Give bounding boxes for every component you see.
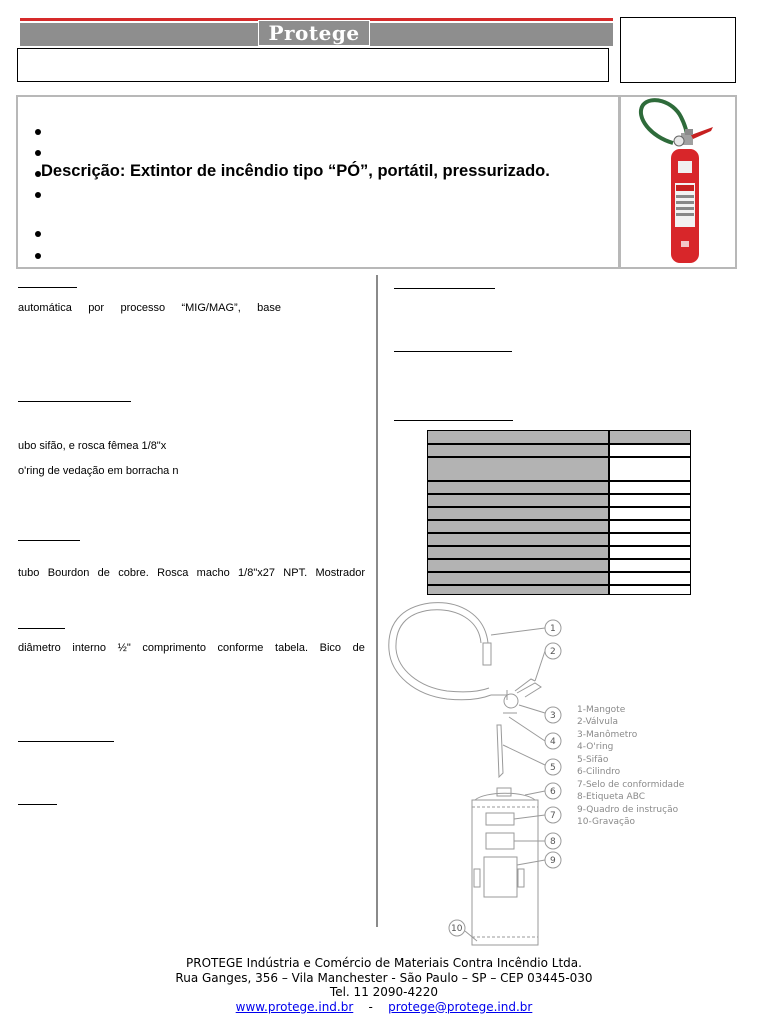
description-box bbox=[16, 95, 620, 269]
body-text-line: tubo Bourdon de cobre. Rosca macho 1/8"x27 NPT. Mostrador bbox=[18, 567, 365, 579]
website-link[interactable]: www.protege.ind.br bbox=[235, 999, 354, 1014]
callout-number: 9 bbox=[550, 856, 556, 866]
callout-number: 10 bbox=[451, 924, 463, 934]
body-text-line: diâmetro interno ½" comprimento conforme tabela. Bico de bbox=[18, 642, 365, 654]
footer-phone: Tel. 11 2090-4220 bbox=[329, 985, 439, 999]
callout-number: 6 bbox=[550, 787, 556, 797]
legend-item: 2-Válvula bbox=[577, 717, 618, 727]
heading-rule bbox=[18, 287, 77, 288]
heading-rule bbox=[18, 741, 114, 742]
legend-item: 5-Sifão bbox=[577, 755, 609, 765]
corner-box bbox=[620, 17, 736, 83]
table-row bbox=[427, 585, 691, 595]
legend-item: 9-Quadro de instrução bbox=[577, 805, 679, 815]
bullet-dot bbox=[35, 253, 41, 259]
bullet-dot bbox=[35, 231, 41, 237]
product-image-box bbox=[620, 95, 737, 269]
table-row bbox=[427, 546, 691, 559]
body-text-line: ubo sifão, e rosca fêmea 1/8"x bbox=[18, 440, 167, 452]
callout-number: 2 bbox=[550, 647, 556, 657]
footer-address: Rua Ganges, 356 – Vila Manchester - São Paulo – SP – CEP 03445-030 bbox=[175, 970, 593, 985]
legend-item: 1-Mangote bbox=[577, 705, 626, 715]
callout-number: 3 bbox=[550, 711, 556, 721]
table-row bbox=[427, 481, 691, 494]
exploded-view-drawing bbox=[385, 595, 705, 950]
legend-item: 4-O'ring bbox=[577, 742, 614, 752]
footer bbox=[0, 956, 768, 1014]
column-divider bbox=[376, 275, 378, 927]
table-row bbox=[427, 572, 691, 585]
table-row bbox=[427, 520, 691, 533]
callout-number: 8 bbox=[550, 837, 556, 847]
heading-rule bbox=[394, 351, 512, 352]
bullet-dot bbox=[35, 129, 41, 135]
table-row bbox=[427, 533, 691, 546]
title-box bbox=[17, 48, 609, 82]
table-header-row bbox=[427, 430, 691, 444]
heading-rule bbox=[394, 420, 513, 421]
table-row bbox=[427, 559, 691, 572]
callout-number: 4 bbox=[550, 737, 556, 747]
legend-item: 10-Gravação bbox=[577, 817, 636, 827]
footer-separator: - bbox=[368, 999, 373, 1014]
callout-number: 1 bbox=[550, 624, 556, 634]
table-row bbox=[427, 457, 691, 481]
description-text: Descrição: Extintor de incêndio tipo “PÓ”, portátil, pressurizado. bbox=[41, 162, 550, 180]
heading-rule bbox=[18, 628, 65, 629]
table-row bbox=[427, 444, 691, 457]
bullet-dot bbox=[35, 150, 41, 156]
footer-links bbox=[0, 1000, 768, 1015]
heading-rule bbox=[18, 540, 80, 541]
table-row bbox=[427, 507, 691, 520]
legend-item: 6-Cilindro bbox=[577, 767, 621, 777]
body-text-line: o'ring de vedação em borracha n bbox=[18, 465, 179, 477]
legend-item: 7-Selo de conformidade bbox=[577, 780, 685, 790]
callout-number: 7 bbox=[550, 811, 556, 821]
legend-item: 3-Manômetro bbox=[577, 730, 638, 740]
technical-drawing bbox=[385, 595, 705, 950]
brand-logo: Protege bbox=[258, 20, 370, 46]
heading-rule bbox=[18, 401, 131, 402]
callout-number: 5 bbox=[550, 763, 556, 773]
email-link[interactable]: protege@protege.ind.br bbox=[388, 999, 533, 1014]
heading-rule bbox=[394, 288, 495, 289]
header-banner bbox=[20, 18, 613, 46]
table-row bbox=[427, 494, 691, 507]
legend-item: 8-Etiqueta ABC bbox=[577, 792, 646, 802]
body-text-line: automática por processo “MIG/MAG”, base bbox=[18, 302, 281, 314]
footer-company: PROTEGE Indústria e Comércio de Materiais Contra Incêndio Ltda. bbox=[186, 956, 582, 970]
extinguisher-image bbox=[621, 97, 735, 267]
heading-rule bbox=[18, 804, 57, 805]
bullet-dot bbox=[35, 192, 41, 198]
